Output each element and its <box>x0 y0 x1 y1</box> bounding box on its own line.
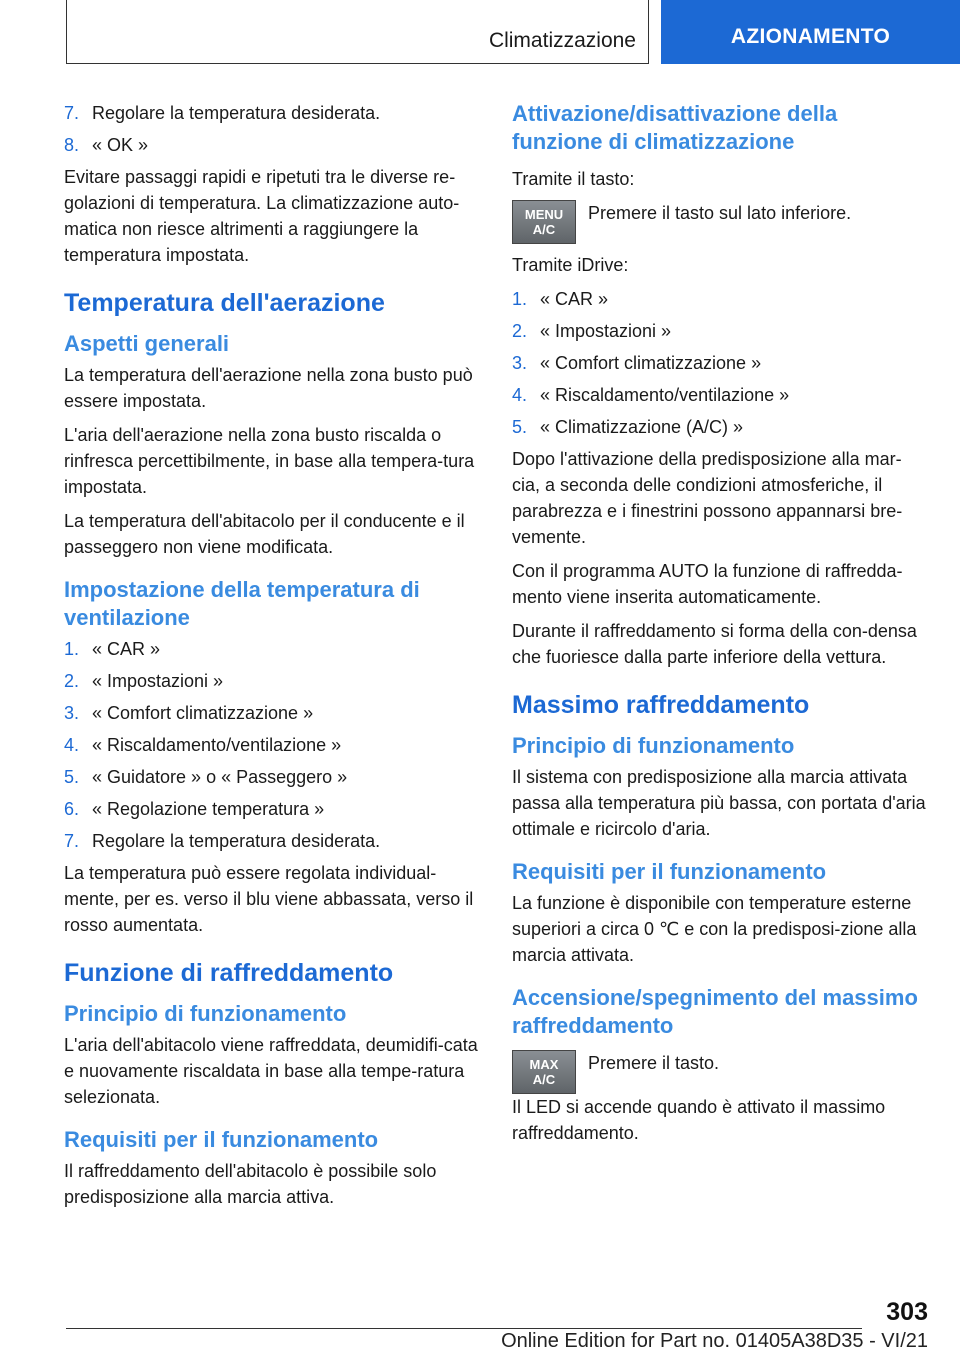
max-key-text-1: Premere il tasto. <box>588 1053 720 1073</box>
key-label-line2: A/C <box>532 222 556 237</box>
step-number: 4. <box>512 385 528 405</box>
intro-paragraph: Evitare passaggi rapidi e ripetuti tra le diverse re-golazioni di temperatura. La climatizzazione auto-matica non riesce altrimenti a raggiungere la temperatura impostata. <box>64 167 460 265</box>
menu-key-row <box>512 200 926 244</box>
key-label-line1: MAX <box>529 1057 559 1072</box>
activation-paragraph-1: Dopo l'attivazione della predisposizione alla mar-cia, a seconda delle condizioni atmosferiche, il parabrezza e i finestrini possono appannarsi bre-vemente. <box>512 449 903 547</box>
step-number: 1. <box>512 289 528 309</box>
list-item <box>64 100 478 126</box>
principle-paragraph: L'aria dell'abitacolo viene raffreddata, deumidifi-cata e nuovamente riscaldata in base alla tempe-ratura selezionata. <box>64 1035 478 1107</box>
header-section-tab: AZIONAMENTO <box>661 0 960 64</box>
step-text: « Comfort climatizzazione » <box>92 703 314 723</box>
step-text: « CAR » <box>92 639 161 659</box>
step-number: 6. <box>64 799 80 819</box>
right-column <box>512 100 926 1154</box>
activation-paragraph-3: Durante il raffreddamento si forma della con-densa che fuoriesce dalla parte inferiore della vettura. <box>512 621 917 667</box>
setting-steps <box>64 636 478 854</box>
step-text: Regolare la temperatura desiderata. <box>92 103 381 123</box>
list-item <box>64 700 478 726</box>
footer-divider <box>66 1328 862 1329</box>
max-key-text-2: Il LED si accende quando è attivato il massimo raffreddamento. <box>512 1097 886 1143</box>
list-item <box>512 414 926 440</box>
menu-key-text: Premere il tasto sul lato inferiore. <box>588 203 852 223</box>
header-chapter: Climatizzazione <box>488 29 636 52</box>
heading-setting: Impostazione della temperatura di ventilazione <box>64 577 420 630</box>
step-text: « Impostazioni » <box>540 321 672 341</box>
list-item <box>64 668 478 694</box>
step-text: « Riscaldamento/ventilazione » <box>540 385 790 405</box>
left-column <box>64 100 478 1218</box>
list-item <box>64 132 478 158</box>
step-number: 7. <box>64 831 80 851</box>
general-paragraph-1: La temperatura dell'aerazione nella zona busto può essere impostata. <box>64 365 473 411</box>
list-item <box>64 636 478 662</box>
footer-edition: Online Edition for Part no. 01405A38D35 - VI/21 <box>501 1330 928 1352</box>
general-paragraph-3: La temperatura dell'abitacolo per il conducente e il passeggero non viene modificata. <box>64 511 465 557</box>
heading-general: Aspetti generali <box>64 331 230 356</box>
step-text: « Climatizzazione (A/C) » <box>540 417 744 437</box>
list-item <box>64 828 478 854</box>
heading-requirements: Requisiti per il funzionamento <box>512 859 827 884</box>
heading-cooling-function: Funzione di raffreddamento <box>64 959 394 987</box>
idrive-steps <box>512 286 926 440</box>
menu-ac-key-icon <box>512 200 576 244</box>
requirements-paragraph: Il raffreddamento dell'abitacolo è possibile solo predisposizione alla marcia attiva. <box>64 1161 437 1207</box>
heading-vent-temperature: Temperatura dell'aerazione <box>64 289 385 317</box>
page-number: 303 <box>886 1298 928 1326</box>
max-ac-key-icon <box>512 1050 576 1094</box>
step-number: 5. <box>64 767 80 787</box>
list-item <box>64 764 478 790</box>
step-number: 5. <box>512 417 528 437</box>
general-paragraph-2: L'aria dell'aerazione nella zona busto riscalda o rinfresca percettibilmente, in base alla tempera-tura impostata. <box>64 425 475 497</box>
heading-requirements: Requisiti per il funzionamento <box>64 1127 379 1152</box>
step-number: 3. <box>64 703 80 723</box>
step-text: « Impostazioni » <box>92 671 224 691</box>
step-number: 8. <box>64 135 80 155</box>
intro-steps <box>64 100 478 158</box>
list-item <box>512 286 926 312</box>
step-text: « CAR » <box>540 289 609 309</box>
step-text: « Comfort climatizzazione » <box>540 353 762 373</box>
heading-max-cooling: Massimo raffreddamento <box>512 691 810 719</box>
header-chapter-box <box>66 0 649 64</box>
list-item <box>64 732 478 758</box>
requirements-paragraph: La funzione è disponibile con temperature esterne superiori a circa 0 ℃ e con la predisposi-zione alla marcia attivata. <box>512 893 917 965</box>
heading-activation: Attivazione/disattivazione della funzione di climatizzazione <box>512 101 838 154</box>
step-number: 4. <box>64 735 80 755</box>
step-text: « Riscaldamento/ventilazione » <box>92 735 342 755</box>
via-idrive-text: Tramite iDrive: <box>512 255 629 275</box>
list-item <box>512 318 926 344</box>
key-label-line1: MENU <box>524 207 564 222</box>
step-number: 3. <box>512 353 528 373</box>
setting-paragraph: La temperatura può essere regolata individual-mente, per es. verso il blu viene abbassata, verso il rosso aumentata. <box>64 863 474 935</box>
activation-paragraph-2: Con il programma AUTO la funzione di raffredda-mento viene inserita automaticamente. <box>512 561 903 607</box>
step-number: 1. <box>64 639 80 659</box>
step-text: « Regolazione temperatura » <box>92 799 325 819</box>
list-item <box>512 350 926 376</box>
step-text: « Guidatore » o « Passeggero » <box>92 767 348 787</box>
list-item <box>64 796 478 822</box>
list-item <box>512 382 926 408</box>
key-label-line2: A/C <box>532 1072 556 1087</box>
step-text: « OK » <box>92 135 149 155</box>
step-number: 2. <box>64 671 80 691</box>
heading-principle: Principio di funzionamento <box>512 733 795 758</box>
via-key-text: Tramite il tasto: <box>512 169 635 189</box>
max-key-row <box>512 1050 926 1094</box>
step-text: Regolare la temperatura desiderata. <box>92 831 381 851</box>
step-number: 2. <box>512 321 528 341</box>
step-number: 7. <box>64 103 80 123</box>
heading-on-off: Accensione/spegnimento del massimo raffreddamento <box>512 985 918 1038</box>
heading-principle: Principio di funzionamento <box>64 1001 347 1026</box>
principle-paragraph: Il sistema con predisposizione alla marcia attivata passa alla temperatura più bassa, con portata d'aria ottimale e ricircolo d'aria. <box>512 767 926 839</box>
